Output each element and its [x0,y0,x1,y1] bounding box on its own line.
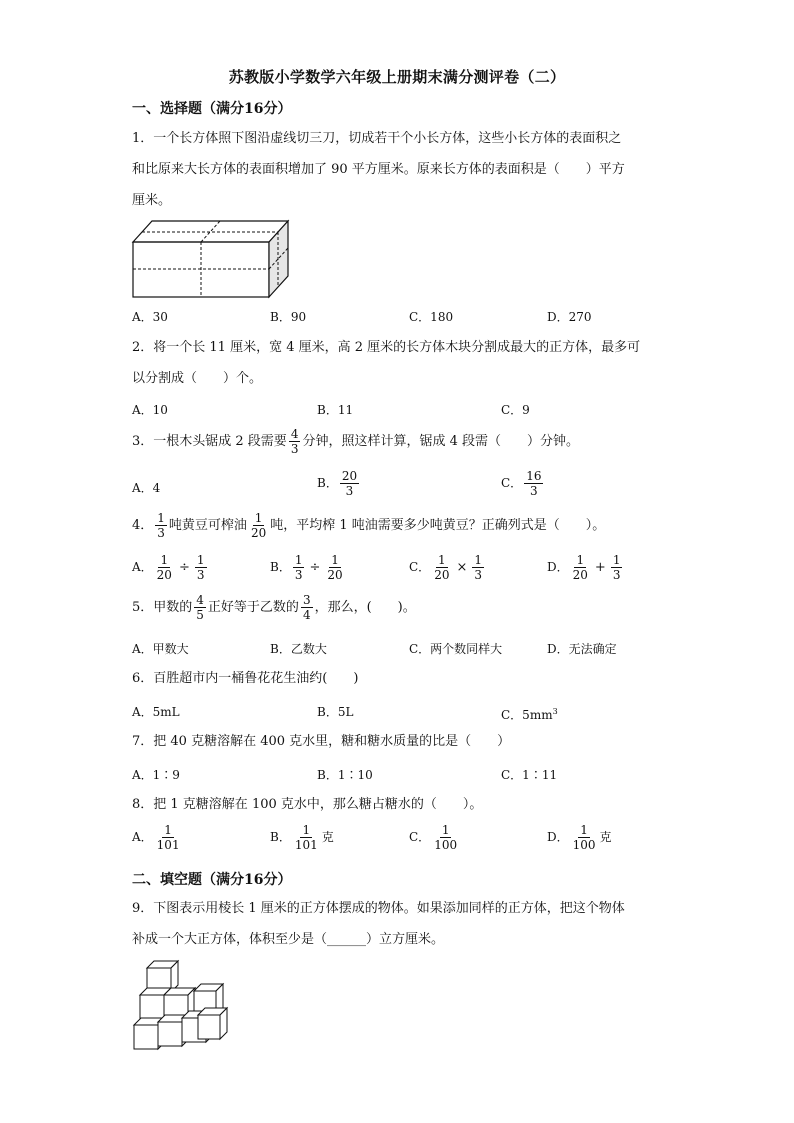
q3-option-b-label: B． [317,476,338,490]
q5-frac1-numerator: 4 [196,593,204,607]
q4-fraction-2 [249,512,268,539]
q3-option-b-numerator: 20 [341,469,358,483]
q5-prefix: 5．甲数的 [132,600,193,615]
q2-line-1: 2．将一个长 11 厘米，宽 4 厘米，高 2 厘米的长方体木块分割成最大的正方体，最多可 [132,340,641,355]
q3-option-c-label: C． [501,476,523,490]
q6-option-b: B．5L [317,705,354,719]
q8-option-d-fraction [571,824,598,851]
q4-option-c [409,554,486,581]
section-2-heading: 二、填空题（满分16分） [132,872,292,888]
q7-option-a: A．1∶9 [132,768,180,782]
q4-option-b-n1: 1 [294,553,303,567]
q8-option-a-fraction [155,824,182,851]
q4-option-a-frac-2 [195,554,207,581]
q8-option-a-denominator: 101 [156,838,180,852]
q3-option-c-denominator: 3 [530,484,538,498]
q4-option-c-n2: 1 [474,553,483,567]
q4-option-b-d1: 3 [294,568,303,582]
q8-option-b-unit: 克 [321,830,334,844]
q4-suffix: 吨，平均榨 1 吨油需要多少吨黄豆？正确列式是（ ）。 [270,518,606,533]
q8-option-d-numerator: 1 [580,823,588,837]
q3-option-b [317,470,361,497]
q4-mid-text: 吨黄豆可榨油 [168,518,247,533]
q6-option-a: A．5mL [132,705,180,719]
q8-option-c-denominator: 100 [434,838,458,852]
q8-option-d [547,824,612,851]
q4-frac2-numerator: 1 [254,511,263,525]
q4-option-d-operator: + [594,560,606,575]
q8-option-a-numerator: 1 [164,823,172,837]
q9-line-2: 补成一个大正方体，体积至少是（______）立方厘米。 [132,932,445,947]
q4-option-b-operator: ÷ [309,560,321,575]
q1-option-b: B．90 [270,310,307,324]
q1-line-2: 和比原来大长方体的表面积增加了 90 平方厘米。原来长方体的表面积是（ ）平方 [132,162,625,177]
q4-option-a-d1: 20 [156,568,172,582]
q8-option-b-denominator: 101 [294,838,318,852]
q8-option-c-label: C． [409,830,431,844]
q4-option-b-frac-1 [293,554,305,581]
q4-option-a-label: A． [132,560,153,574]
q7-line-1: 7．把 40 克糖溶解在 400 克水里，糖和糖水质量的比是（ ） [132,734,511,749]
q5-fraction-2 [301,594,313,621]
q8-option-a [132,824,184,851]
q4-number: 4． [132,518,154,533]
page-title: 苏教版小学数学六年级上册期末满分测评卷（二） [228,68,566,86]
q6-option-c-superscript: 3 [552,707,558,716]
q8-option-b-fraction [293,824,320,851]
q4-option-c-label: C． [409,560,431,574]
q1-line-3: 厘米。 [132,193,172,208]
q4-frac2-denominator: 20 [250,526,267,540]
q4-option-b-label: B． [270,560,291,574]
q4-option-c-d1: 20 [434,568,450,582]
q3-fraction [289,428,301,455]
q4-option-c-frac-2 [472,554,484,581]
q4-frac1-denominator: 3 [157,526,165,540]
q4-fraction-1 [155,512,167,539]
q5-frac2-numerator: 3 [302,593,311,607]
q8-option-d-label: D． [547,830,569,844]
q4-option-c-operator: × [456,560,468,575]
q1-option-d: D．270 [547,310,592,324]
q5-line [132,594,416,621]
q6-option-c-text: C．5mm [501,708,553,722]
q8-option-b [270,824,334,851]
q3-option-c-fraction [524,470,543,497]
cube [147,961,178,992]
q8-option-d-unit: 克 [599,830,612,844]
q4-option-b-d2: 20 [327,568,343,582]
q5-frac1-denominator: 5 [196,608,204,622]
q4-option-d-n1: 1 [576,553,585,567]
cube [198,1008,227,1039]
q4-option-c-frac-1 [432,554,451,581]
q4-option-a-operator: ÷ [178,560,190,575]
q7-option-c: C．1∶11 [501,768,558,782]
q3-line [132,428,579,455]
q5-suffix: ，那么，( )。 [314,600,416,615]
q5-frac2-denominator: 4 [302,608,311,622]
q3-frac-numerator: 4 [290,427,299,441]
q4-option-c-d2: 3 [474,568,483,582]
q4-option-b-n2: 1 [331,553,339,567]
q3-option-b-denominator: 3 [345,484,354,498]
q5-option-b: B．乙数大 [270,642,327,656]
q4-option-d-frac-2 [611,554,623,581]
q4-line [132,512,605,539]
q3-option-c [501,470,545,497]
q5-option-c: C．两个数同样大 [409,642,503,656]
q8-option-c-numerator: 1 [441,823,450,837]
q7-option-b: B．1∶10 [317,768,373,782]
q4-option-d-label: D． [547,560,569,574]
q4-option-a [132,554,209,581]
q4-option-a-n2: 1 [196,553,205,567]
q1-cuboid-figure [132,218,292,300]
q8-line-1: 8．把 1 克糖溶解在 100 克水中，那么糖占糖水的（ ）。 [132,797,483,812]
q1-option-c: C．180 [409,310,454,324]
q2-option-b: B．11 [317,403,354,417]
q4-option-d-d1: 20 [572,568,588,582]
q9-line-1: 9．下图表示用棱长 1 厘米的正方体摆成的物体。如果添加同样的正方体，把这个物体 [132,901,625,916]
q3-prefix: 3．一根木头锯成 2 段需要 [132,434,287,449]
q4-option-a-n1: 1 [160,553,169,567]
q8-option-c-fraction [432,824,459,851]
q3-option-a: A．4 [132,481,161,495]
q4-option-b-frac-2 [325,554,344,581]
q8-option-d-denominator: 100 [572,838,596,852]
q4-option-b [270,554,347,581]
q6-line-1: 6．百胜超市内一桶鲁花花生油约( ) [132,671,359,686]
q5-option-a: A．甲数大 [132,642,189,656]
q2-line-2: 以分割成（ ）个。 [132,371,263,386]
q3-option-b-fraction [340,470,359,497]
q8-option-a-label: A． [132,830,153,844]
q9-cube-stack-figure [132,958,232,1058]
q1-line-1: 1．一个长方体照下图沿虚线切三刀，切成若干个小长方体，这些小长方体的表面积之 [132,131,622,146]
q4-option-a-frac-1 [155,554,174,581]
q4-option-a-d2: 3 [196,568,205,582]
q4-option-c-n1: 1 [438,553,446,567]
q4-option-d [547,554,624,581]
q8-option-b-numerator: 1 [302,823,311,837]
q5-mid-text: 正好等于乙数的 [207,600,299,615]
q8-option-c [409,824,461,851]
q2-option-a: A．10 [132,403,168,417]
section-1-heading: 一、选择题（满分16分） [132,101,292,117]
q2-option-c: C．9 [501,403,530,417]
q6-option-c [501,704,558,723]
q4-option-d-frac-1 [571,554,590,581]
q8-option-b-label: B． [270,830,291,844]
q3-frac-denominator: 3 [290,442,299,456]
q4-option-d-n2: 1 [612,553,621,567]
q5-fraction-1 [194,594,206,621]
q3-option-c-numerator: 16 [526,469,542,483]
q1-option-a: A．30 [132,310,168,324]
q4-option-d-d2: 3 [612,568,621,582]
q5-option-d: D．无法确定 [547,642,617,656]
q3-suffix: 分钟，照这样计算，锯成 4 段需（ ）分钟。 [302,434,579,449]
q4-frac1-numerator: 1 [157,511,165,525]
